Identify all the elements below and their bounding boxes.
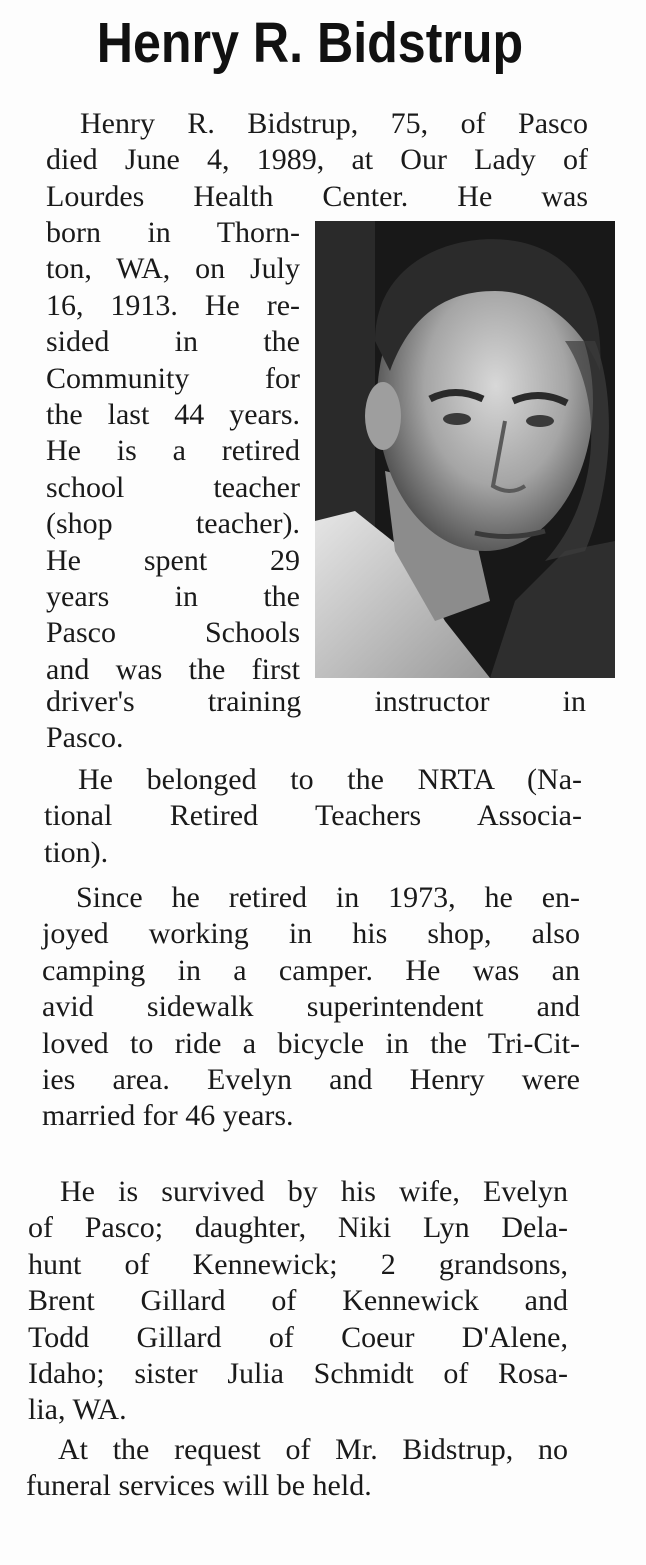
text-line: joyed working in his shop, also bbox=[42, 917, 580, 951]
text-line: years in the bbox=[46, 579, 300, 613]
text-line: tion). bbox=[44, 835, 109, 869]
text-line: He belonged to the NRTA (Na- bbox=[78, 763, 582, 796]
paragraph-survivors bbox=[28, 1174, 568, 1429]
paragraph-retirement bbox=[42, 880, 580, 1135]
text-line: driver's training instructor in bbox=[46, 685, 586, 718]
paragraph-services bbox=[26, 1432, 568, 1505]
text-line: camping in a camper. He was an bbox=[42, 953, 580, 987]
text-line: tional Retired Teachers Associa- bbox=[44, 799, 582, 833]
text-line: died June 4, 1989, at Our Lady of bbox=[46, 143, 588, 177]
paragraph-nrta bbox=[44, 762, 582, 871]
text-line: of Pasco; daughter, Niki Lyn Dela- bbox=[28, 1211, 568, 1245]
text-line: Pasco. bbox=[46, 721, 124, 755]
text-line: the last 44 years. bbox=[46, 397, 300, 431]
text-line: born in Thorn- bbox=[46, 216, 300, 249]
text-line: married for 46 years. bbox=[42, 1099, 294, 1133]
portrait-image bbox=[315, 221, 615, 678]
text-line: At the request of Mr. Bidstrup, no bbox=[58, 1433, 568, 1466]
text-line: Lourdes Health Center. He was bbox=[46, 179, 588, 213]
text-line: (shop teacher). bbox=[46, 507, 300, 541]
paragraph-intro-end bbox=[46, 684, 586, 757]
text-line: lia, WA. bbox=[28, 1393, 127, 1427]
text-line: Todd Gillard of Coeur D'Alene, bbox=[28, 1320, 568, 1354]
text-line: funeral services will be held. bbox=[26, 1469, 372, 1503]
obituary-title: Henry R. Bidstrup bbox=[96, 11, 524, 75]
text-line: loved to ride a bicycle in the Tri-Cit- bbox=[42, 1026, 580, 1060]
text-line: school teacher bbox=[46, 470, 300, 504]
text-line: Idaho; sister Julia Schmidt of Rosa- bbox=[28, 1356, 568, 1390]
text-line: 16, 1913. He re- bbox=[46, 288, 300, 322]
text-line: He spent 29 bbox=[46, 543, 300, 577]
text-line: Since he retired in 1973, he en- bbox=[76, 881, 580, 914]
text-line: hunt of Kennewick; 2 grandsons, bbox=[28, 1247, 568, 1281]
text-line: ies area. Evelyn and Henry were bbox=[42, 1062, 580, 1096]
paragraph-intro-narrow bbox=[46, 215, 300, 688]
text-line: and was the first bbox=[46, 652, 300, 686]
text-line: avid sidewalk superintendent and bbox=[42, 990, 580, 1024]
text-line: Community for bbox=[46, 361, 300, 395]
text-line: He is survived by his wife, Evelyn bbox=[60, 1175, 568, 1208]
paragraph-intro bbox=[46, 106, 588, 215]
text-line: Brent Gillard of Kennewick and bbox=[28, 1284, 568, 1318]
text-line: He is a retired bbox=[46, 434, 300, 468]
text-line: Pasco Schools bbox=[46, 616, 300, 650]
text-line: sided in the bbox=[46, 325, 300, 359]
text-line: ton, WA, on July bbox=[46, 252, 300, 286]
text-line: Henry R. Bidstrup, 75, of Pasco bbox=[80, 107, 588, 140]
portrait-photo bbox=[315, 221, 615, 678]
